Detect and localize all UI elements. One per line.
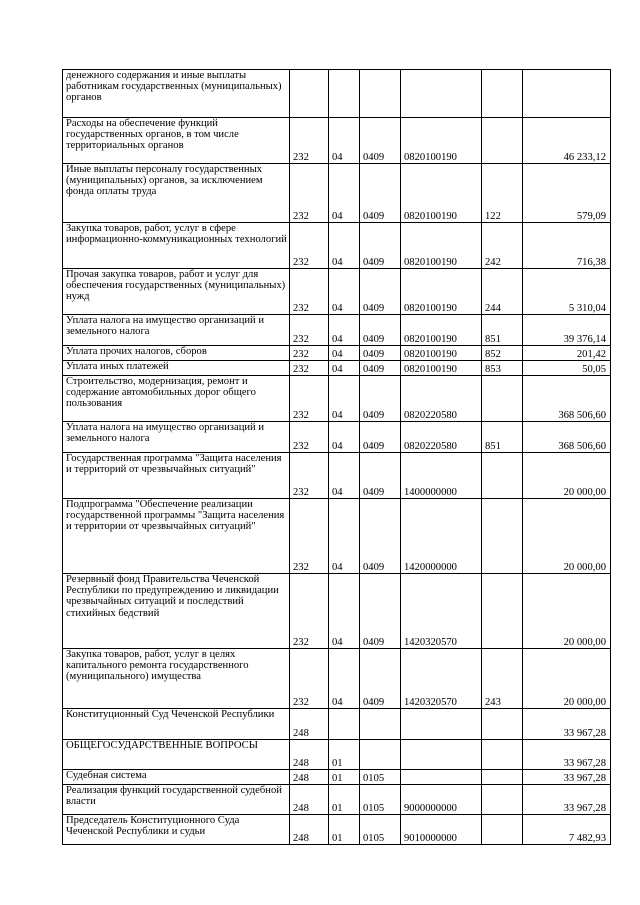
row-amount: 7 482,93 — [523, 815, 611, 845]
row-section-code: 04 — [329, 422, 360, 453]
row-name: Уплата налога на имущество организаций и земельного налога — [63, 422, 290, 453]
row-expense-type-code — [482, 70, 523, 118]
row-name: Уплата налога на имущество организаций и земельного налога — [63, 315, 290, 346]
row-target-article-code: 0820100190 — [401, 118, 482, 164]
row-subsection-code: 0409 — [360, 649, 401, 709]
row-name: Закупка товаров, работ, услуг в сфере информационно-коммуникационных технологий — [63, 223, 290, 269]
row-target-article-code: 1420320570 — [401, 649, 482, 709]
row-grbs-code: 232 — [290, 118, 329, 164]
row-section-code: 01 — [329, 740, 360, 770]
row-name: Подпрограмма "Обеспечение реализации государственной программы "Защита населения и территории от чрезвычайных ситуаций" — [63, 499, 290, 574]
row-subsection-code: 0409 — [360, 269, 401, 315]
row-section-code: 04 — [329, 574, 360, 649]
row-amount: 20 000,00 — [523, 574, 611, 649]
row-subsection-code: 0409 — [360, 574, 401, 649]
row-amount: 716,38 — [523, 223, 611, 269]
row-target-article-code — [401, 709, 482, 740]
row-expense-type-code: 243 — [482, 649, 523, 709]
row-grbs-code: 248 — [290, 815, 329, 845]
row-amount: 20 000,00 — [523, 649, 611, 709]
row-expense-type-code: 852 — [482, 346, 523, 361]
table-row — [63, 269, 611, 315]
row-grbs-code: 232 — [290, 422, 329, 453]
row-name: Резервный фонд Правительства Чеченской Республики по предупреждению и ликвидации чрезвычайных ситуаций и последствий стихийных бедствий — [63, 574, 290, 649]
table-row — [63, 223, 611, 269]
row-subsection-code — [360, 70, 401, 118]
row-expense-type-code — [482, 785, 523, 815]
row-name: Строительство, модернизация, ремонт и содержание автомобильных дорог общего пользования — [63, 376, 290, 422]
row-name: Уплата иных платежей — [63, 361, 290, 376]
row-amount: 20 000,00 — [523, 499, 611, 574]
row-amount: 368 506,60 — [523, 422, 611, 453]
row-expense-type-code: 244 — [482, 269, 523, 315]
table-row — [63, 361, 611, 376]
row-target-article-code: 0820100190 — [401, 269, 482, 315]
table-row — [63, 770, 611, 785]
row-expense-type-code — [482, 709, 523, 740]
row-subsection-code: 0409 — [360, 346, 401, 361]
row-section-code: 04 — [329, 499, 360, 574]
row-name: Закупка товаров, работ, услуг в целях капитального ремонта государственного (муниципального) имущества — [63, 649, 290, 709]
row-amount — [523, 70, 611, 118]
row-grbs-code: 232 — [290, 315, 329, 346]
row-amount: 201,42 — [523, 346, 611, 361]
row-expense-type-code: 853 — [482, 361, 523, 376]
row-target-article-code: 0820220580 — [401, 422, 482, 453]
row-subsection-code: 0409 — [360, 315, 401, 346]
row-target-article-code: 0820100190 — [401, 361, 482, 376]
row-amount: 20 000,00 — [523, 453, 611, 499]
row-section-code: 04 — [329, 361, 360, 376]
table-row — [63, 785, 611, 815]
row-target-article-code: 1420320570 — [401, 574, 482, 649]
row-amount: 33 967,28 — [523, 770, 611, 785]
row-subsection-code — [360, 709, 401, 740]
row-grbs-code: 248 — [290, 709, 329, 740]
row-subsection-code: 0105 — [360, 770, 401, 785]
row-name: Государственная программа "Защита населения и территорий от чрезвычайных ситуаций" — [63, 453, 290, 499]
row-target-article-code — [401, 770, 482, 785]
row-target-article-code: 0820100190 — [401, 346, 482, 361]
row-name: ОБЩЕГОСУДАРСТВЕННЫЕ ВОПРОСЫ — [63, 740, 290, 770]
row-target-article-code — [401, 740, 482, 770]
table-row — [63, 499, 611, 574]
row-section-code: 04 — [329, 453, 360, 499]
table-row — [63, 422, 611, 453]
row-target-article-code: 0820100190 — [401, 223, 482, 269]
row-subsection-code: 0409 — [360, 164, 401, 223]
row-name: Конституционный Суд Чеченской Республики — [63, 709, 290, 740]
row-target-article-code: 1420000000 — [401, 499, 482, 574]
row-amount: 368 506,60 — [523, 376, 611, 422]
row-section-code: 04 — [329, 164, 360, 223]
row-expense-type-code: 851 — [482, 422, 523, 453]
row-name: денежного содержания и иные выплаты работникам государственных (муниципальных) органов — [63, 70, 290, 118]
row-section-code — [329, 70, 360, 118]
table-row — [63, 574, 611, 649]
row-name: Иные выплаты персоналу государственных (муниципальных) органов, за исключением фонда оплаты труда — [63, 164, 290, 223]
row-section-code: 04 — [329, 223, 360, 269]
row-grbs-code: 232 — [290, 574, 329, 649]
row-target-article-code: 1400000000 — [401, 453, 482, 499]
row-section-code: 04 — [329, 269, 360, 315]
row-subsection-code: 0409 — [360, 118, 401, 164]
row-amount: 39 376,14 — [523, 315, 611, 346]
table-row — [63, 70, 611, 118]
row-grbs-code: 232 — [290, 376, 329, 422]
table-row — [63, 740, 611, 770]
row-name: Прочая закупка товаров, работ и услуг для обеспечения государственных (муниципальных) нужд — [63, 269, 290, 315]
row-grbs-code: 232 — [290, 499, 329, 574]
row-amount: 33 967,28 — [523, 740, 611, 770]
row-target-article-code: 0820220580 — [401, 376, 482, 422]
row-amount: 33 967,28 — [523, 709, 611, 740]
row-name: Реализация функций государственной судебной власти — [63, 785, 290, 815]
table-row — [63, 376, 611, 422]
row-name: Расходы на обеспечение функций государственных органов, в том числе территориальных органов — [63, 118, 290, 164]
row-subsection-code: 0409 — [360, 361, 401, 376]
table-row — [63, 164, 611, 223]
row-expense-type-code: 242 — [482, 223, 523, 269]
row-grbs-code: 232 — [290, 269, 329, 315]
row-expense-type-code — [482, 815, 523, 845]
row-name: Судебная система — [63, 770, 290, 785]
row-target-article-code: 9000000000 — [401, 785, 482, 815]
row-grbs-code — [290, 70, 329, 118]
row-expense-type-code — [482, 740, 523, 770]
row-expense-type-code — [482, 453, 523, 499]
row-section-code: 01 — [329, 815, 360, 845]
row-section-code: 04 — [329, 346, 360, 361]
row-target-article-code: 9010000000 — [401, 815, 482, 845]
row-grbs-code: 232 — [290, 223, 329, 269]
table-row — [63, 315, 611, 346]
row-target-article-code: 0820100190 — [401, 315, 482, 346]
row-section-code: 04 — [329, 649, 360, 709]
row-grbs-code: 232 — [290, 164, 329, 223]
row-grbs-code: 248 — [290, 770, 329, 785]
row-section-code: 01 — [329, 785, 360, 815]
row-grbs-code: 232 — [290, 361, 329, 376]
row-subsection-code: 0409 — [360, 376, 401, 422]
row-expense-type-code: 851 — [482, 315, 523, 346]
row-section-code: 01 — [329, 770, 360, 785]
table-row — [63, 709, 611, 740]
row-section-code: 04 — [329, 315, 360, 346]
row-expense-type-code — [482, 770, 523, 785]
row-expense-type-code — [482, 118, 523, 164]
row-subsection-code: 0409 — [360, 453, 401, 499]
row-name: Председатель Конституционного Суда Чеченской Республики и судьи — [63, 815, 290, 845]
row-subsection-code — [360, 740, 401, 770]
table-row — [63, 815, 611, 845]
table-row — [63, 649, 611, 709]
row-expense-type-code — [482, 499, 523, 574]
row-expense-type-code — [482, 574, 523, 649]
row-subsection-code: 0409 — [360, 223, 401, 269]
row-amount: 579,09 — [523, 164, 611, 223]
row-amount: 33 967,28 — [523, 785, 611, 815]
table-row — [63, 346, 611, 361]
row-grbs-code: 232 — [290, 649, 329, 709]
table-row — [63, 118, 611, 164]
row-target-article-code: 0820100190 — [401, 164, 482, 223]
row-section-code: 04 — [329, 118, 360, 164]
row-section-code — [329, 709, 360, 740]
row-grbs-code: 248 — [290, 785, 329, 815]
row-grbs-code: 232 — [290, 346, 329, 361]
row-grbs-code: 248 — [290, 740, 329, 770]
row-grbs-code: 232 — [290, 453, 329, 499]
row-amount: 5 310,04 — [523, 269, 611, 315]
row-target-article-code — [401, 70, 482, 118]
budget-table-body — [63, 70, 611, 845]
table-row — [63, 453, 611, 499]
row-subsection-code: 0409 — [360, 499, 401, 574]
budget-table — [62, 69, 611, 845]
row-amount: 50,05 — [523, 361, 611, 376]
row-subsection-code: 0105 — [360, 815, 401, 845]
row-section-code: 04 — [329, 376, 360, 422]
row-name: Уплата прочих налогов, сборов — [63, 346, 290, 361]
row-expense-type-code: 122 — [482, 164, 523, 223]
row-subsection-code: 0105 — [360, 785, 401, 815]
row-expense-type-code — [482, 376, 523, 422]
row-amount: 46 233,12 — [523, 118, 611, 164]
row-subsection-code: 0409 — [360, 422, 401, 453]
